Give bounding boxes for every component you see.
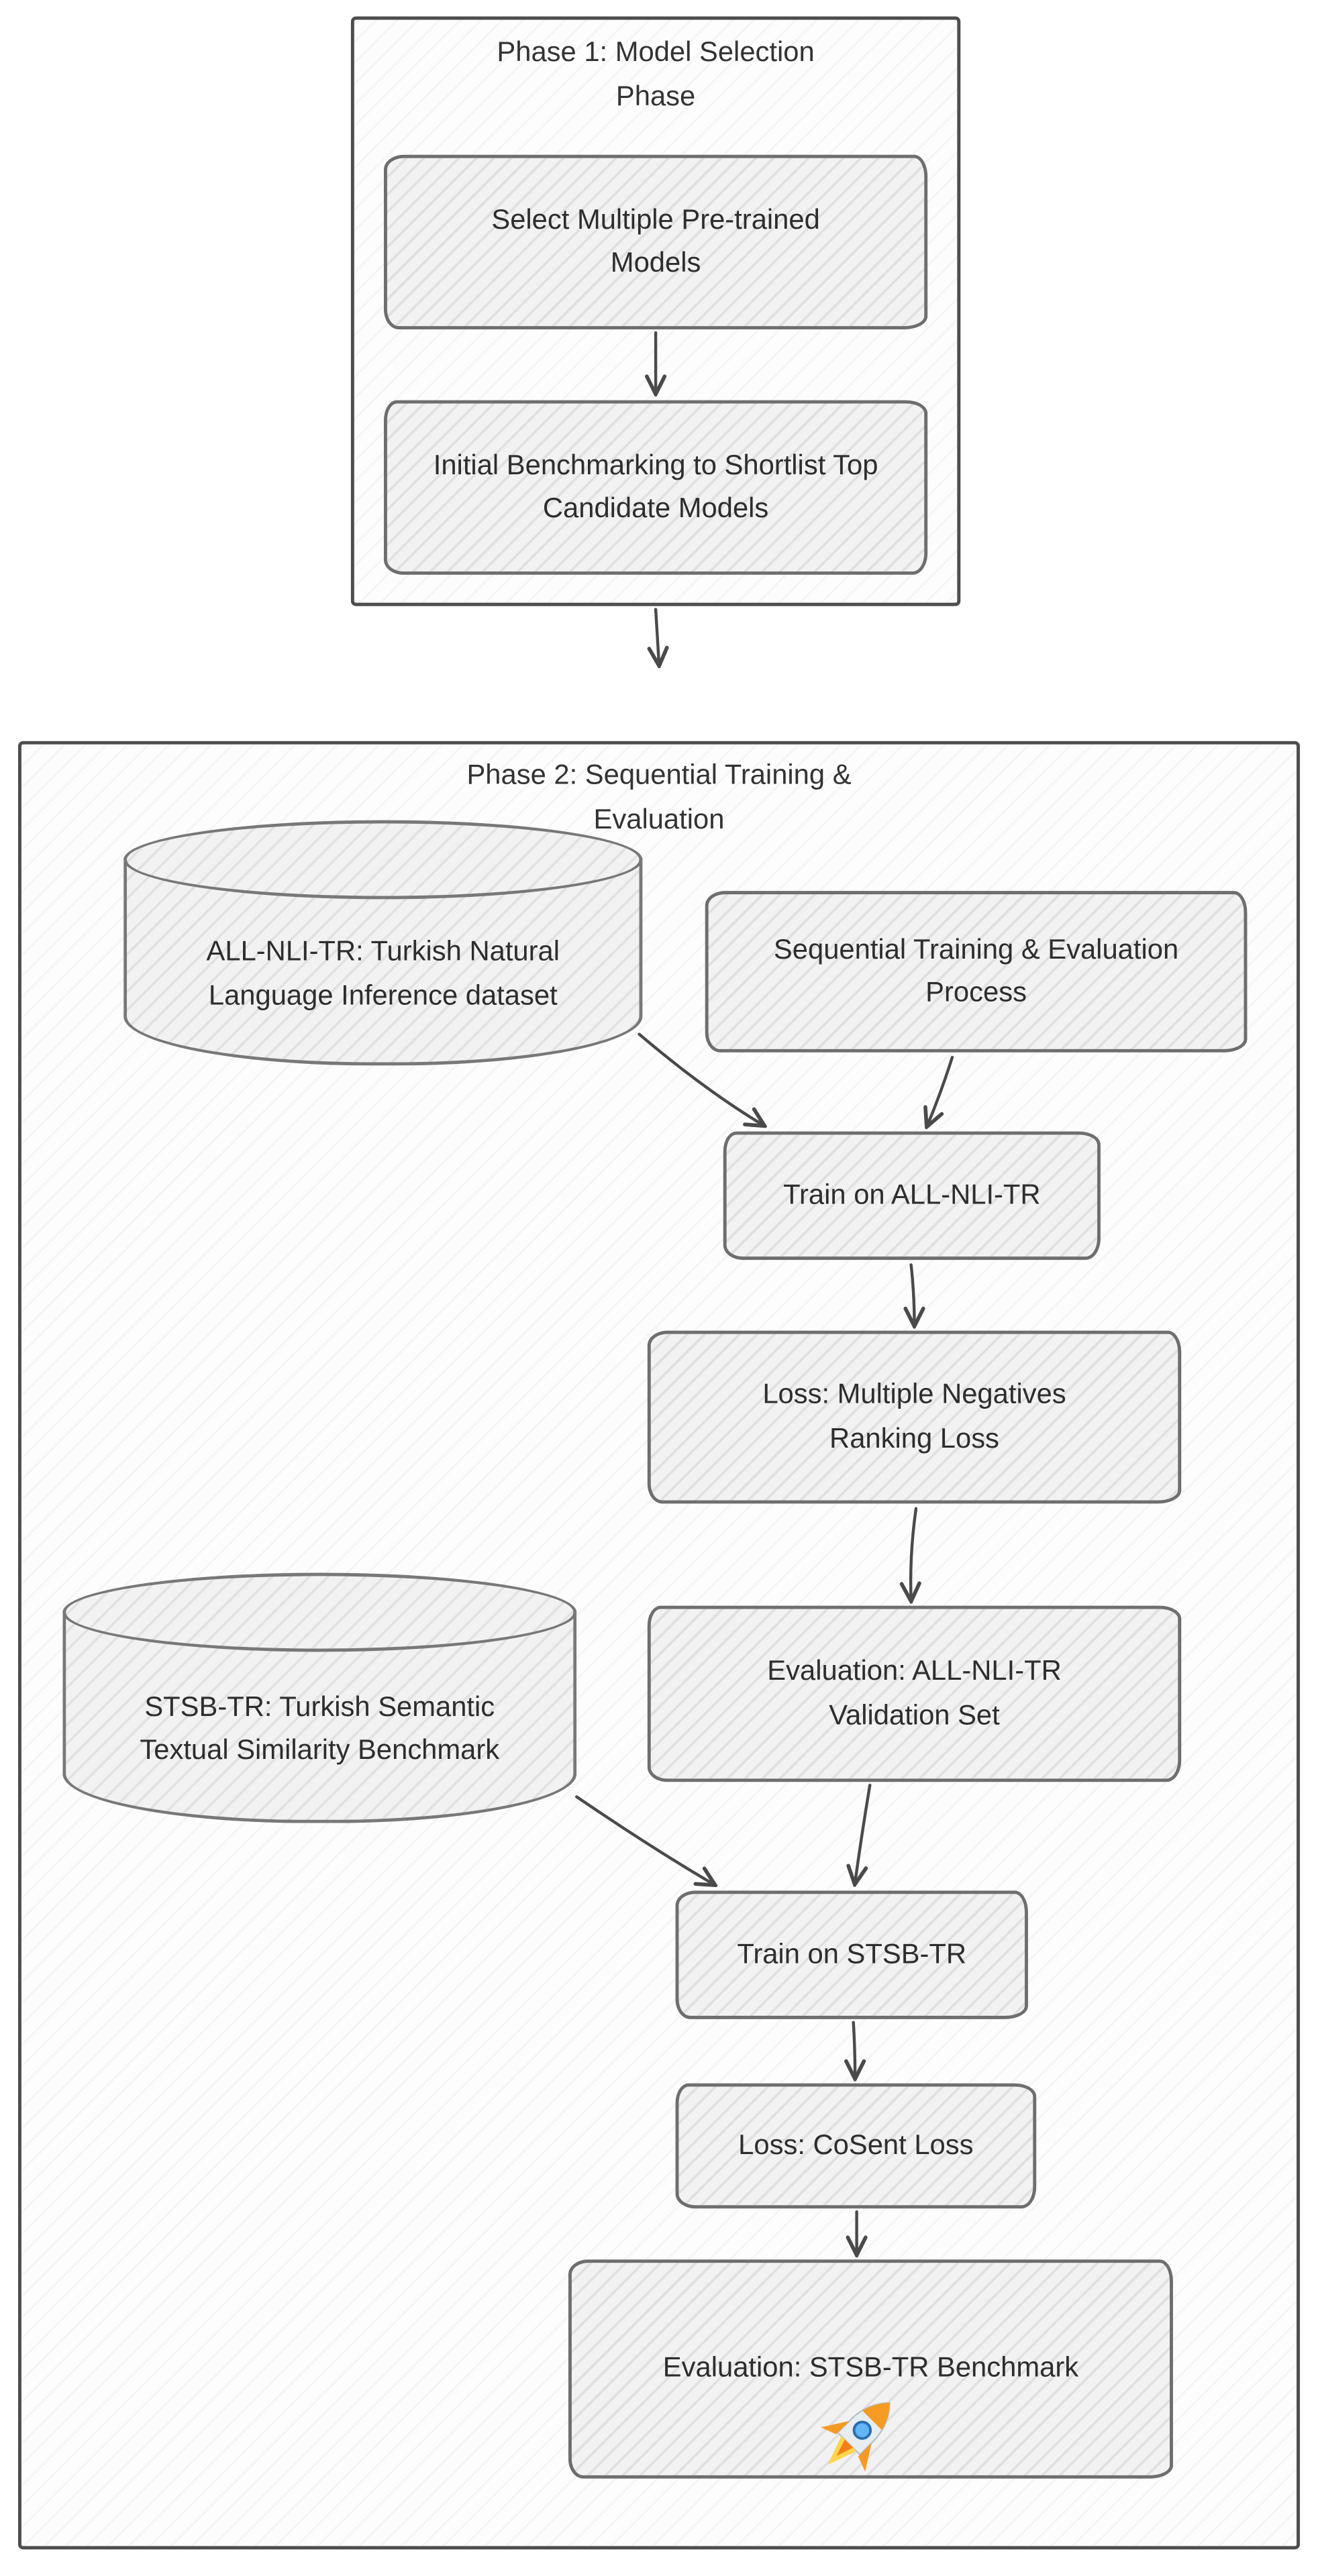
node-process-label: Sequential Training & Evaluation Process (773, 933, 1179, 1008)
node-loss-cosent (676, 2084, 1037, 2209)
node-train-allnli-label: Train on ALL-NLI-TR (783, 1179, 1041, 1211)
node-select-models-label: Select Multiple Pre-trained Models (491, 203, 820, 278)
node-select-models (384, 155, 927, 329)
node-process (705, 891, 1248, 1053)
cylinder-top-ellipse (123, 820, 642, 900)
node-train-allnli (723, 1132, 1101, 1260)
node-train-stsb (676, 1890, 1028, 2019)
node-loss-mnrl-label: Loss: Multiple Negatives Ranking Loss (762, 1379, 1066, 1454)
node-eval-allnli (648, 1606, 1181, 1782)
node-allnli-dataset (123, 820, 642, 1066)
node-loss-mnrl (648, 1331, 1181, 1504)
node-allnli-dataset-label: ALL-NLI-TR: Turkish Natural Language Inference dataset (206, 935, 560, 1011)
node-loss-cosent-label: Loss: CoSent Loss (738, 2129, 974, 2161)
node-stsb-dataset-label: STSB-TR: Turkish Semantic Textual Similarity Benchmark (140, 1690, 500, 1766)
arrow-phase1-to-phase2 (656, 609, 659, 663)
node-stsb-dataset (62, 1573, 576, 1823)
phase2-title-text: Phase 2: Sequential Training & Evaluation (466, 759, 852, 836)
node-benchmark (384, 400, 927, 575)
node-eval-stsb-label: Evaluation: STSB-TR Benchmark (662, 2352, 1079, 2384)
cylinder-top-ellipse (62, 1573, 576, 1652)
phase1-title-text: Phase 1: Model Selection Phase (497, 36, 815, 113)
rocket-icon (809, 2386, 914, 2491)
phase1-title (351, 30, 960, 119)
node-benchmark-label: Initial Benchmarking to Shortlist Top Candidate Models (433, 449, 878, 524)
node-eval-allnli-label: Evaluation: ALL-NLI-TR Validation Set (767, 1655, 1062, 1730)
node-train-stsb-label: Train on STSB-TR (737, 1938, 967, 1970)
